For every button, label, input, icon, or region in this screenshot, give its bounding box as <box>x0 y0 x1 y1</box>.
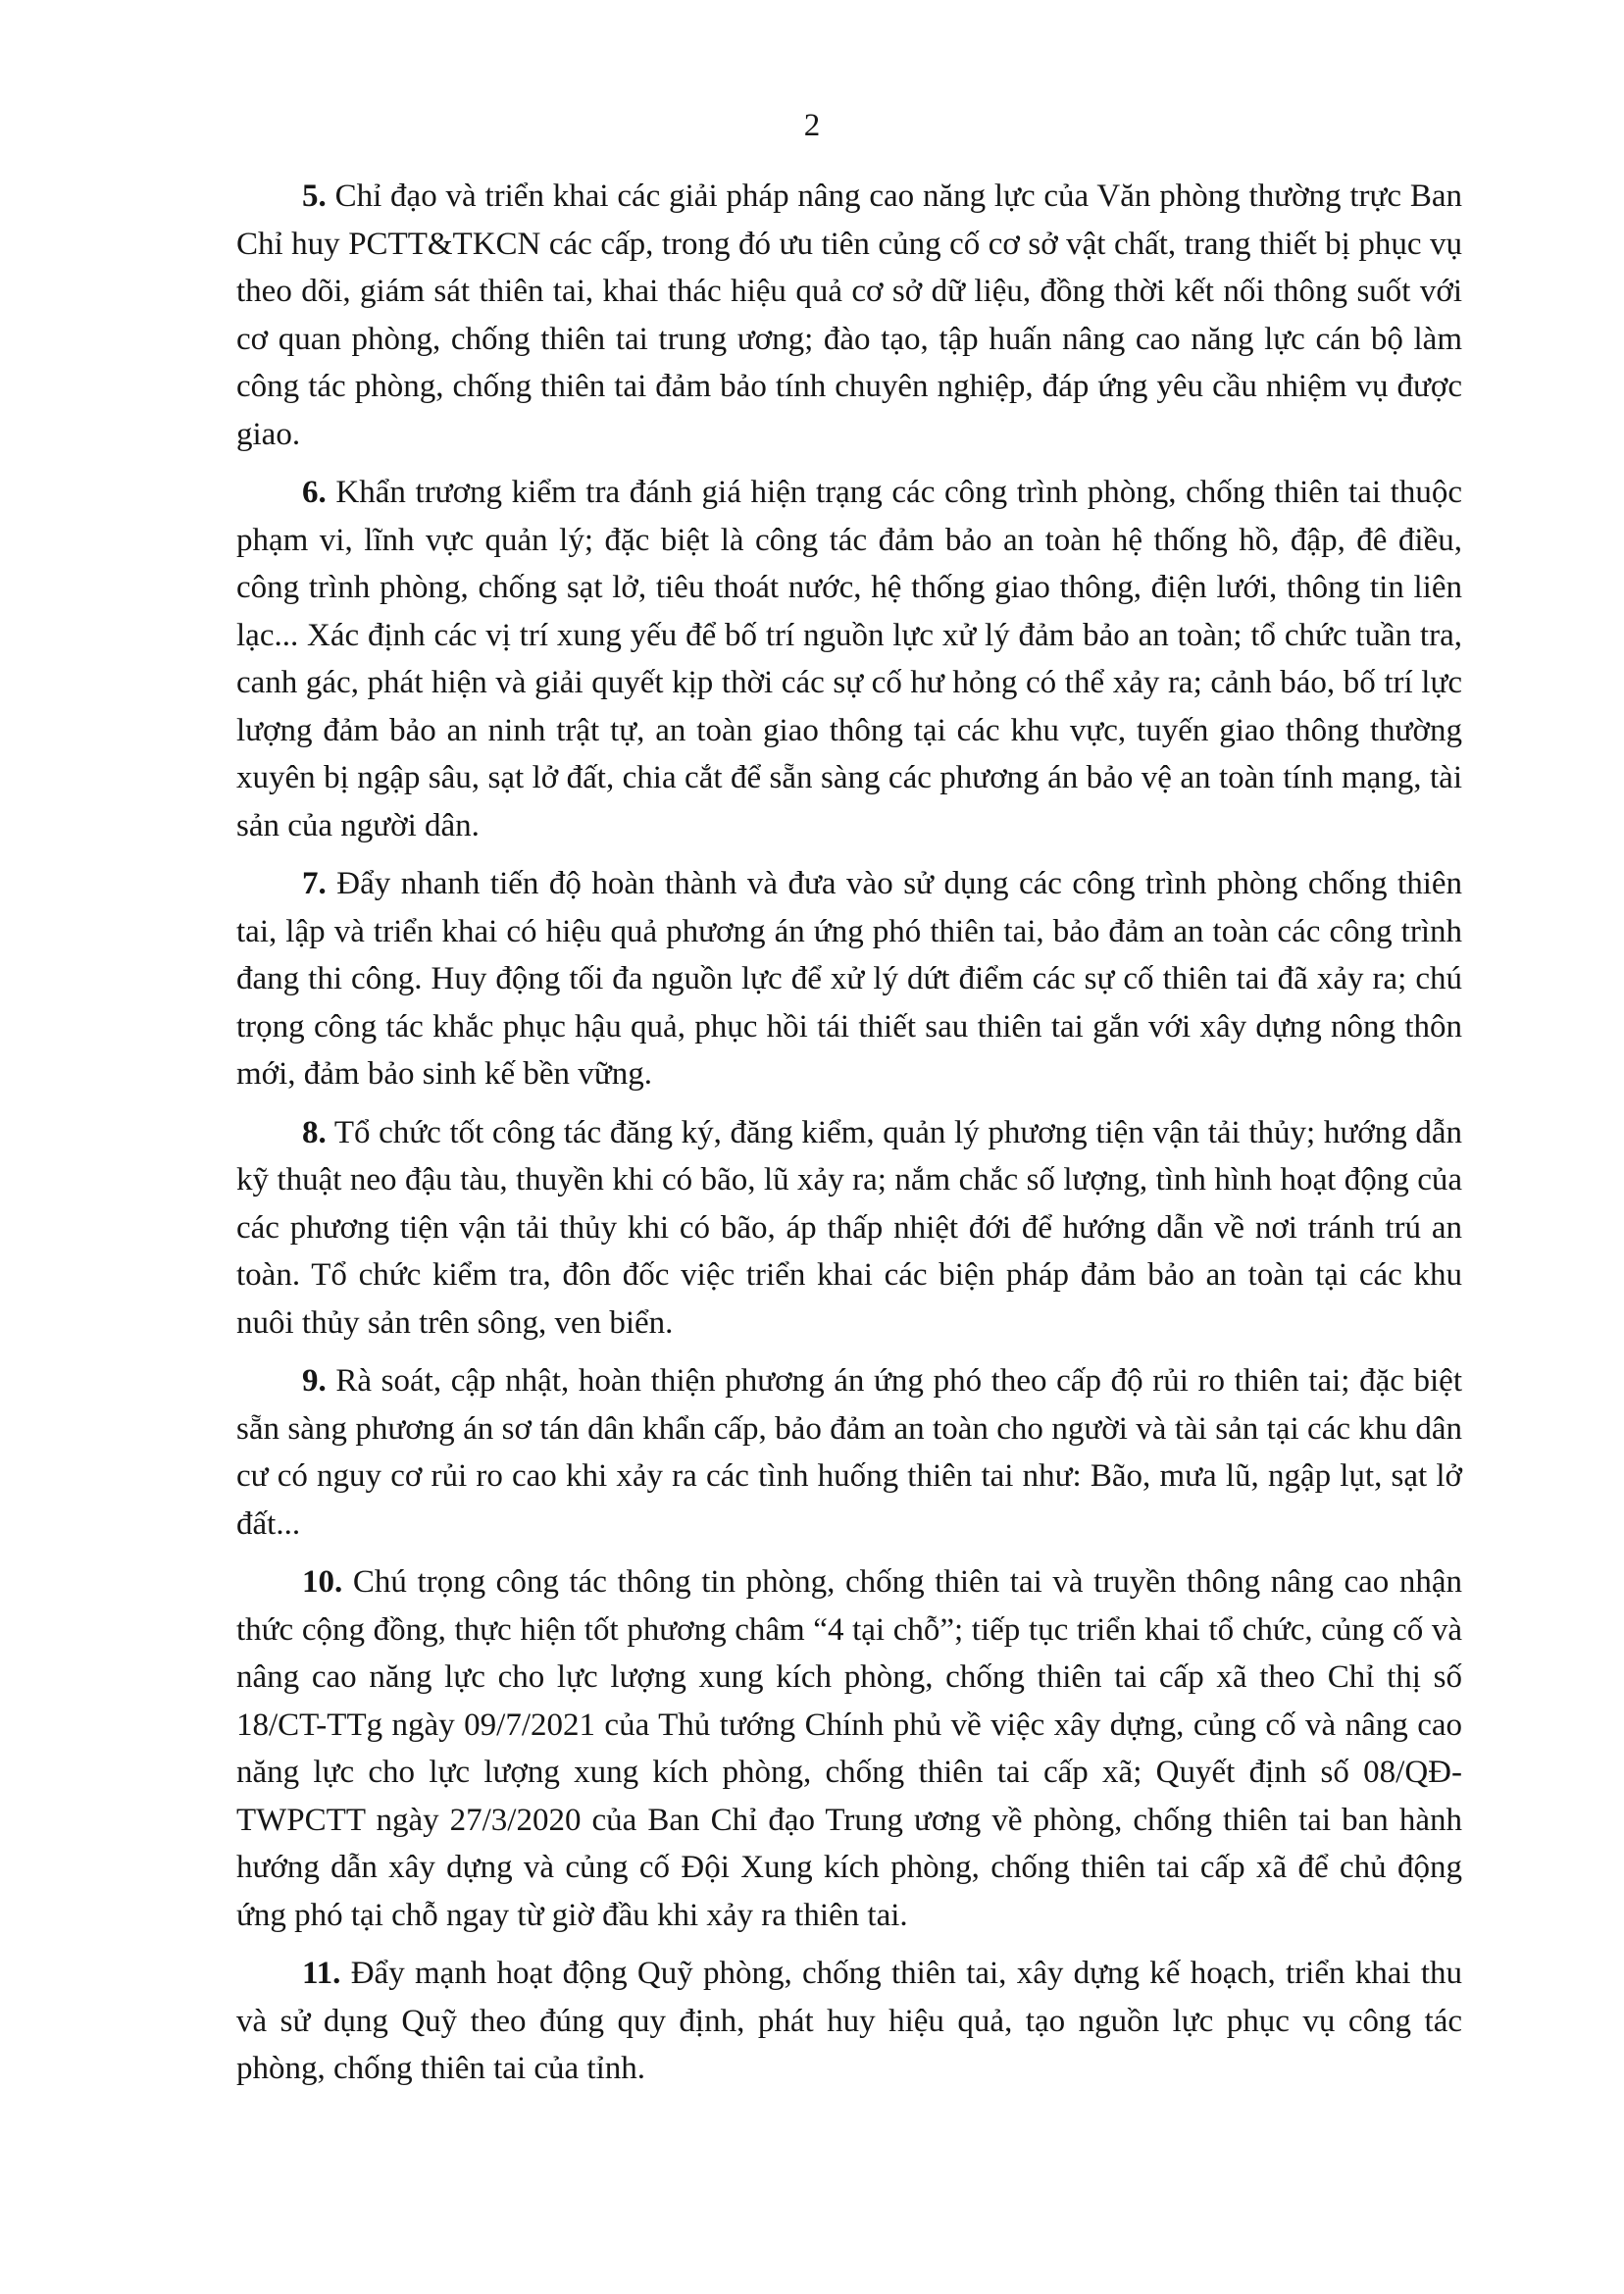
paragraph-text: Chỉ đạo và triển khai các giải pháp nâng cao năng lực của Văn phòng thường trực Ban Chỉ huy PCTT&TKCN các cấp, trong đó ưu tiên củng cố cơ sở vật chất, trang thiết bị phục vụ theo dõi, giám sát thiên tai, khai thác hiệu quả cơ sở dữ liệu, đồng thời kết nối thông suốt với cơ quan phòng, chống thiên tai trung ương; đào tạo, tập huấn nâng cao năng lực cán bộ làm công tác phòng, chống thiên tai đảm bảo tính chuyên nghiệp, đáp ứng yêu cầu nhiệm vụ được giao. <box>236 178 1462 452</box>
paragraph-number: 7. <box>302 866 327 901</box>
paragraph-5 <box>236 173 1462 458</box>
paragraph-number: 11. <box>302 1956 341 1991</box>
page-number: 2 <box>803 108 821 143</box>
paragraph-number: 5. <box>302 178 327 214</box>
paragraph-6 <box>236 469 1462 849</box>
paragraph-text: Đẩy nhanh tiến độ hoàn thành và đưa vào sử dụng các công trình phòng chống thiên tai, lập và triển khai có hiệu quả phương án ứng phó thiên tai, bảo đảm an toàn các công trình đang thi công. Huy động tối đa nguồn lực để xử lý dứt điểm các sự cố thiên tai đã xảy ra; chú trọng công tác khắc phục hậu quả, phục hồi tái thiết sau thiên tai gắn với xây dựng nông thôn mới, đảm bảo sinh kế bền vững. <box>236 866 1463 1092</box>
paragraph-10 <box>236 1558 1462 1939</box>
paragraph-7 <box>236 860 1462 1098</box>
paragraph-9 <box>236 1357 1462 1548</box>
paragraph-number: 6. <box>302 475 327 510</box>
paragraph-text: Chú trọng công tác thông tin phòng, chống thiên tai và truyền thông nâng cao nhận thức cộng đồng, thực hiện tốt phương châm “4 tại chỗ”; tiếp tục triển khai tổ chức, củng cố và nâng cao năng lực cho lực lượng xung kích phòng, chống thiên tai cấp xã theo Chỉ thị số 18/CT-TTg ngày 09/7/2021 của Thủ tướng Chính phủ về việc xây dựng, củng cố và nâng cao năng lực cho lực lượng xung kích phòng, chống thiên tai cấp xã; Quyết định số 08/QĐ-TWPCTT ngày 27/3/2020 của Ban Chỉ đạo Trung ương về phòng, chống thiên tai ban hành hướng dẫn xây dựng và củng cố Đội Xung kích phòng, chống thiên tai cấp xã để chủ động ứng phó tại chỗ ngay từ giờ đầu khi xảy ra thiên tai. <box>236 1564 1463 1933</box>
paragraph-text: Đẩy mạnh hoạt động Quỹ phòng, chống thiên tai, xây dựng kế hoạch, triển khai thu và sử dụng Quỹ theo đúng quy định, phát huy hiệu quả, tạo nguồn lực phục vụ công tác phòng, chống thiên tai của tỉnh. <box>236 1956 1462 2086</box>
paragraph-text: Tổ chức tốt công tác đăng ký, đăng kiểm, quản lý phương tiện vận tải thủy; hướng dẫn kỹ thuật neo đậu tàu, thuyền khi có bão, lũ xảy ra; nắm chắc số lượng, tình hình hoạt động của các phương tiện vận tải thủy khi có bão, áp thấp nhiệt đới để hướng dẫn về nơi tránh trú an toàn. Tổ chức kiểm tra, đôn đốc việc triển khai các biện pháp đảm bảo an toàn tại các khu nuôi thủy sản trên sông, ven biển. <box>236 1114 1462 1341</box>
paragraph-number: 8. <box>302 1114 327 1150</box>
paragraph-text: Khẩn trương kiểm tra đánh giá hiện trạng các công trình phòng, chống thiên tai thuộc phạm vi, lĩnh vực quản lý; đặc biệt là công tác đảm bảo an toàn hệ thống hồ, đập, đê điều, công trình phòng, chống sạt lở, tiêu thoát nước, hệ thống giao thông, điện lưới, thông tin liên lạc... Xác định các vị trí xung yếu để bố trí nguồn lực xử lý đảm bảo an toàn; tổ chức tuần tra, canh gác, phát hiện và giải quyết kịp thời các sự cố hư hỏng có thể xảy ra; cảnh báo, bố trí lực lượng đảm bảo an ninh trật tự, an toàn giao thông tại các khu vực, tuyến giao thông thường xuyên bị ngập sâu, sạt lở đất, chia cắt để sẵn sàng các phương án bảo vệ an toàn tính mạng, tài sản của người dân. <box>236 475 1462 843</box>
paragraph-text: Rà soát, cập nhật, hoàn thiện phương án ứng phó theo cấp độ rủi ro thiên tai; đặc biệt sẵn sàng phương án sơ tán dân khẩn cấp, bảo đảm an toàn cho người và tài sản tại các khu dân cư có nguy cơ rủi ro cao khi xảy ra các tình huống thiên tai như: Bão, mưa lũ, ngập lụt, sạt lở đất... <box>236 1363 1462 1542</box>
paragraph-number: 9. <box>302 1363 327 1399</box>
document-body <box>236 173 1462 2104</box>
paragraph-number: 10. <box>302 1564 343 1600</box>
paragraph-11 <box>236 1950 1462 2093</box>
paragraph-8 <box>236 1109 1462 1348</box>
